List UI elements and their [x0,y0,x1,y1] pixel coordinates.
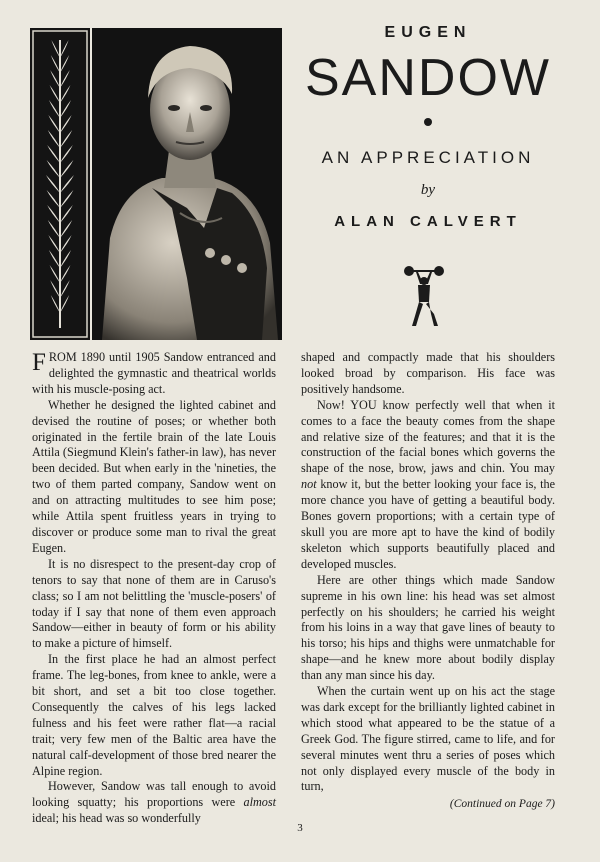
page-number: 3 [297,822,303,834]
article-column-right [301,350,555,813]
wheat-leaf [60,85,70,103]
wheat-leaf [48,130,60,148]
wheat-leaf [60,295,69,313]
article-subtitle: AN APPRECIATION [321,148,535,167]
wheat-leaf [48,115,60,133]
strongman-barbell-icon [404,264,444,328]
wheat-leaf [47,145,60,163]
title-block [296,18,560,230]
wheat-leaf [50,280,60,298]
wheat-leaf [60,250,71,268]
article-author: ALAN CALVERT [334,213,522,230]
article-column-left [32,350,276,827]
wheat-leaf [60,70,70,88]
wheat-leaf [60,115,72,133]
wheat-leaf [60,265,70,283]
paragraph: When the curtain went up on his act the stage was dark except for the brilliantly lighted cabinet in which stood what appeared to be the statue of a Greek God. The figure stirred, came to life, and for several minutes went thru a series of poses which not only displayed every muscle of the body in turn, [301,684,555,794]
wheat-leaf [50,85,60,103]
paragraph: shaped and compactly made that his shoulders looked broad by comparison. His face was positively handsome. [301,350,555,396]
wheat-leaf [49,250,60,268]
paragraph: FROM 1890 until 1905 Sandow entranced and delighted the gymnastic and theatrical worlds with his muscle-posing act. [32,349,276,396]
paragraph: Whether he designed the lighted cabinet and devised the routine of poses; or whether both originated in the fertile brain of the late Louis Attila (Siegmund Klein's father-in law), has never been decided. But when early in the 'nineties, the two of them parted company, Sandow went on and on attracting multitudes to see him pose; while Attila spent fruitless years in trying to discover or produce some man to rival the great Eugen. [32,397,276,555]
wheat-ornament-icon [30,28,90,340]
wheat-leaf [47,190,60,208]
paragraph: Here are other things which made Sandow supreme in his own line: his head was set almost perfectly on his shoulders; he carried his weight from his loins in a way that gave lines of beauty to his torso; his hips and thighs were unmatchable for shape—and he knew more about bodily display than any man since his day. [301,572,555,683]
paragraph: Now! YOU know perfectly well that when it comes to a face the beauty comes from the shape and relative size of the features; and that it is the construction of the facial bones which governs the shape of the nose, brow, jaws and chin. You may not know it, but the better looking your face is, the more chance you have of getting a beautiful body. Bones govern proportions; with a certain type of skull you are more apt to have the kind of bodily skeleton which supports beautifully placed and developed muscles. [301,397,555,571]
wheat-leaf [60,190,73,208]
title-eyebrow: EUGEN [384,24,472,41]
wheat-leaf [60,235,72,253]
wheat-leaf [51,295,60,313]
wheat-leaf [51,40,60,58]
article-title: SANDOW [305,49,551,107]
paragraph: However, Sandow was tall enough to avoid looking squatty; his proportions were almost ideal; his head was so wonderfully [32,779,276,826]
strongman-portrait [92,28,282,340]
wheat-leaf [47,205,60,223]
wheat-leaf [60,205,73,223]
wheat-leaf [60,160,73,178]
wheat-leaf [47,160,60,178]
wheat-leaf [48,220,60,238]
wheat-leaf [48,235,60,253]
portrait-photo [92,28,282,340]
wheat-leaf [46,175,60,193]
paragraph: In the first place he had an almost perfect frame. The leg-bones, from knee to ankle, were a bit short, and set a bit too close together. Consequently the calves of his legs lacked fulness and his feet were rather flat—a racial trait; very few men of the Baltic area have the natural calf-development of those bred nearer the Alpine region. [32,652,276,778]
wheat-leaf [60,220,72,238]
byline-by: by [420,182,436,198]
wheat-leaf [60,100,71,118]
wheat-leaf [60,280,70,298]
wheat-leaf [50,265,60,283]
wheat-ornament-panel [30,28,90,340]
wheat-leaf [60,55,69,73]
wheat-leaf [60,145,73,163]
paragraph: It is no disrespect to the present-day crop of tenors to say that none of them are in Caruso's class; so I am not belittling the 'muscle-posers' of today if I say that none of them even approach Sandow—either in beauty of form or his ability to make a picture of himself. [32,556,276,651]
wheat-leaf [51,55,60,73]
wheat-leaf [49,100,60,118]
wheat-leaf [60,40,69,58]
wheat-leaf [60,175,74,193]
dropcap: F [32,349,46,376]
wheat-leaf [50,70,60,88]
title-dot-divider [424,118,432,126]
wheat-leaf [60,130,72,148]
continued-notice: (Continued on Page 7) [449,798,555,811]
